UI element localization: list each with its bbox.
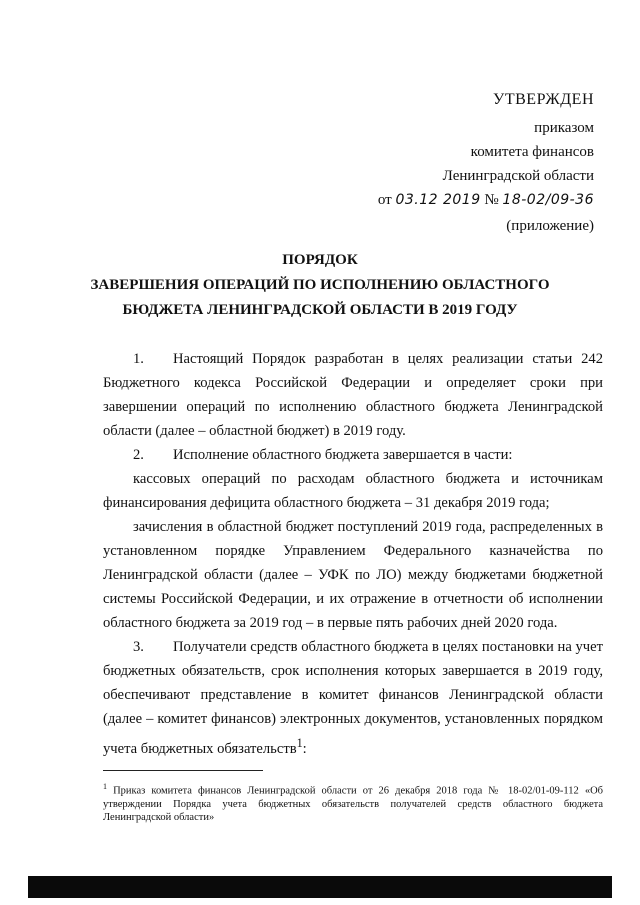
footnote-marker: 1 [103, 782, 107, 791]
footnote-text: Приказ комитета финансов Ленинградской области от 26 декабря 2018 года № 18-02/01-09-112 «Об утверждении Порядка учета бюджетных обязательств получателей средств областного бюджета Ленинградской области» [103, 785, 603, 823]
approval-line-committee: комитета финансов [470, 144, 594, 160]
approval-heading: УТВЕРЖДЕН [493, 91, 594, 108]
paragraph-2b: зачисления в областной бюджет поступлений 2019 года, распределенных в установленном порядке Управлением Федерального казначейства по Ленинградской области (далее – УФК по ЛО) между бюджетами бюджетной системы Российской Федерации, и их отражение в отчетности об исполнении областного бюджета за 2019 год – в первые пять рабочих дней 2020 года. [103, 519, 603, 631]
paragraph-2-number: 2. [133, 447, 144, 463]
number-prefix: № [484, 192, 499, 208]
paragraph-1-text: Настоящий Порядок разработан в целях реализации статьи 242 Бюджетного кодекса Российской Федерации и определяет сроки при завершении операций по исполнению областного бюджета Ленинградской области (далее – областной бюджет) в 2019 году. [103, 351, 603, 439]
paragraph-3-text: Получатели средств областного бюджета в целях постановки на учет бюджетных обязательств, срок исполнения которых завершается в 2019 году, обеспечивают представление в комитет финансов Ленинградской области (далее – комитет финансов) электронных документов, установленных порядком учета бюджетных обязательств [103, 639, 603, 757]
approval-block [264, 88, 594, 238]
paragraph-2a: кассовых операций по расходам областного бюджета и источникам финансирования дефицита областного бюджета – 31 декабря 2019 года; [103, 471, 603, 511]
paragraph-3-tail: : [302, 740, 307, 757]
scan-edge-bar [28, 876, 612, 898]
approval-line-order: приказом [534, 120, 594, 136]
paragraph-3-number: 3. [133, 639, 144, 655]
appendix-label: (приложение) [506, 218, 594, 234]
approval-date-line [264, 188, 594, 212]
date-prefix: от [377, 192, 392, 208]
footnote-reference[interactable]: 1 [296, 736, 303, 750]
title-line-1: ПОРЯДОК [282, 252, 358, 268]
document-body [103, 347, 603, 761]
footnote [103, 780, 603, 824]
paragraph-1 [103, 347, 603, 443]
handwritten-date: 03.12 2019 [395, 192, 481, 208]
paragraph-1-number: 1. [133, 351, 144, 367]
title-line-2: ЗАВЕРШЕНИЯ ОПЕРАЦИЙ ПО ИСПОЛНЕНИЮ ОБЛАСТНОГО [90, 277, 550, 293]
paragraph-2-text: Исполнение областного бюджета завершается в части: [173, 447, 513, 463]
paragraph-3 [103, 635, 603, 761]
approval-line-region: Ленинградской области [442, 168, 594, 184]
paragraph-2 [103, 443, 603, 467]
title-line-3: БЮДЖЕТА ЛЕНИНГРАДСКОЙ ОБЛАСТИ В 2019 ГОДУ [122, 302, 518, 318]
handwritten-number: 18-02/09-36 [502, 192, 594, 208]
document-title [60, 248, 580, 323]
footnote-separator [103, 770, 263, 771]
